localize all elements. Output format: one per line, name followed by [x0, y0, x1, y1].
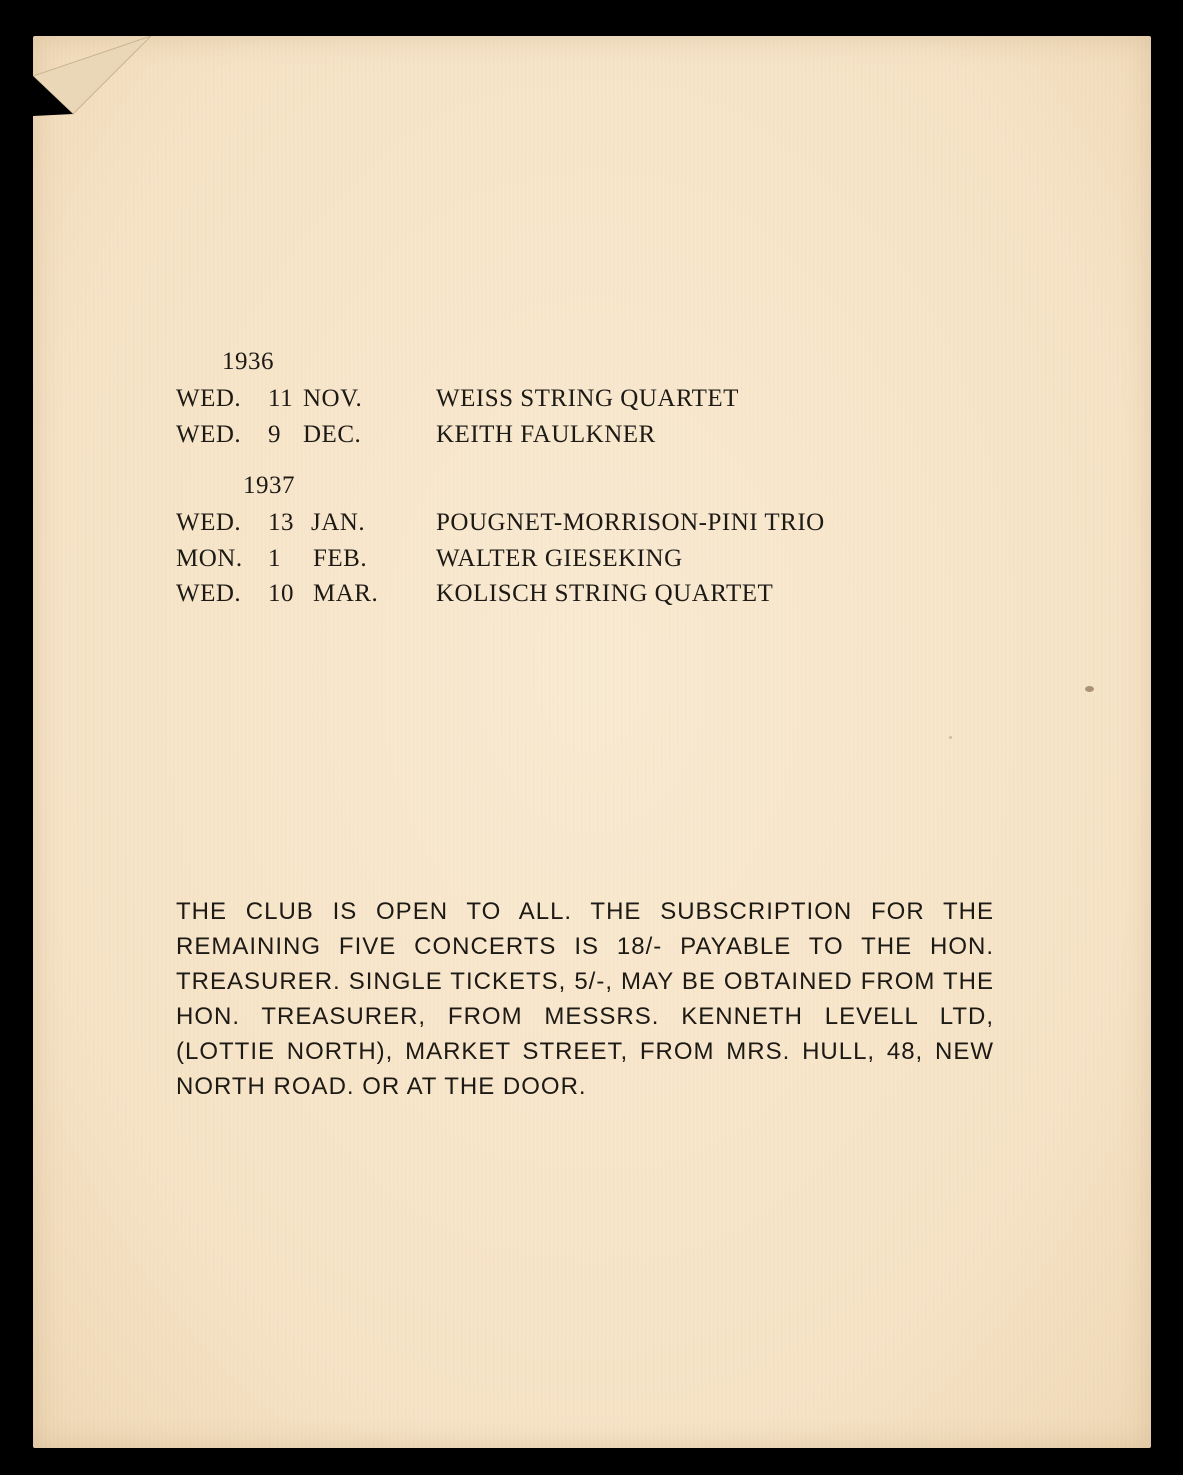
- event-month: NOV.: [303, 385, 363, 412]
- event-day: WED.: [176, 385, 242, 412]
- event-day: WED.: [176, 509, 242, 536]
- event-date: 1: [268, 545, 281, 572]
- event-day: MON.: [176, 545, 243, 572]
- schedule-row: [176, 421, 976, 453]
- folded-corner: [33, 36, 153, 116]
- event-day: WED.: [176, 421, 242, 448]
- event-artist: KOLISCH STRING QUARTET: [436, 580, 774, 607]
- year-heading-1936: 1936: [222, 348, 274, 375]
- event-date: 9: [268, 421, 281, 448]
- event-date: 13: [268, 509, 294, 536]
- event-month: MAR.: [313, 580, 379, 607]
- event-date: 10: [268, 580, 294, 607]
- event-month: FEB.: [313, 545, 368, 572]
- schedule-row: [176, 545, 976, 577]
- program-page: [33, 36, 1151, 1448]
- event-artist: WEISS STRING QUARTET: [436, 385, 739, 412]
- event-artist: POUGNET-MORRISON-PINI TRIO: [436, 509, 825, 536]
- paper-speck: [1085, 686, 1094, 692]
- schedule-row: [176, 509, 976, 541]
- event-month: DEC.: [303, 421, 362, 448]
- schedule-row: [176, 580, 976, 612]
- event-date: 11: [268, 385, 294, 412]
- event-artist: KEITH FAULKNER: [436, 421, 656, 448]
- event-month: JAN.: [311, 509, 366, 536]
- event-artist: WALTER GIESEKING: [436, 545, 683, 572]
- event-day: WED.: [176, 580, 242, 607]
- year-heading-1937: 1937: [243, 472, 295, 499]
- subscription-notice: THE CLUB IS OPEN TO ALL. THE SUBSCRIPTION FOR THE REMAINING FIVE CONCERTS IS 18/- PAYABLE TO THE HON. TREASURER. SINGLE TICKETS, 5/-, MAY BE OBTAINED FROM THE HON. TREASURER, FROM MESSRS. KENNETH LEVELL LTD, (LOTTIE NORTH), MARKET STREET, FROM MRS. HULL, 48, NEW NORTH ROAD. OR AT THE DOOR.: [176, 898, 994, 1100]
- schedule-row: [176, 385, 976, 417]
- paper-speck: [949, 736, 952, 739]
